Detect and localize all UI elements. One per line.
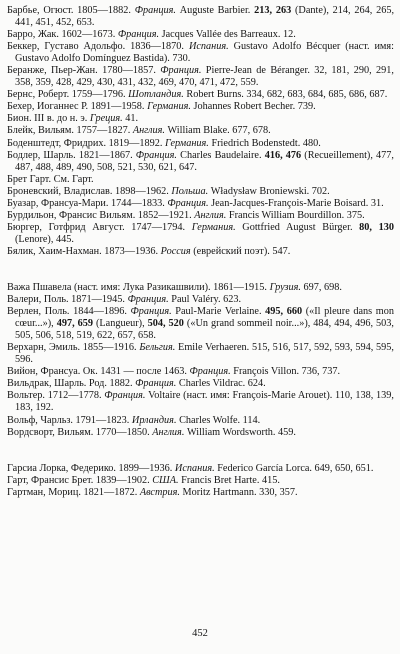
entry-text: Gottfried August Bürger. xyxy=(235,221,360,233)
entry-country: Франция. xyxy=(117,29,160,41)
index-entry xyxy=(7,282,394,294)
entry-country: США. xyxy=(152,474,179,486)
index-entry xyxy=(7,41,394,65)
entry-text: Бодлер, Шарль. 1821—1867. xyxy=(7,149,136,161)
entry-pages-bold: 80, 130 xyxy=(359,221,394,233)
entry-text: Боденштедт, Фридрих. 1819—1892. xyxy=(7,137,165,149)
entry-country: Франция. xyxy=(135,149,177,161)
entry-text: Friedrich Bodenstedt. 480. xyxy=(208,137,321,149)
entry-text: Charles Vildrac. 624. xyxy=(176,378,266,390)
entry-text: Гарт, Франсис Брет. 1839—1902. xyxy=(7,474,153,486)
entry-text: Voltaire (наст. имя: François-Marie Arouet). 110, 138, 139, 183, 192. xyxy=(15,390,394,414)
entry-pages-bold: 495, 660 xyxy=(265,306,303,318)
index-entry xyxy=(7,366,394,378)
author-index xyxy=(7,5,394,499)
entry-text: François Villon. 736, 737. xyxy=(230,366,341,378)
entry-text: Вильдрак, Шарль. Род. 1882. xyxy=(7,378,136,390)
entry-text: Вольф, Чарльз. 1791—1823. xyxy=(7,414,132,426)
entry-text: William Blake. 677, 678. xyxy=(164,125,271,137)
entry-text: 41. xyxy=(122,113,139,125)
index-entry xyxy=(7,113,394,125)
entry-pages-bold: 416, 476 xyxy=(264,149,302,161)
entry-text: Francis William Bourdillon. 375. xyxy=(226,209,365,221)
entry-text: Важа Пшавела (наст. имя: Лука Разикашвили). 1861—1915. xyxy=(7,281,270,293)
entry-text: Federico García Lorca. 649, 650, 651. xyxy=(214,462,374,474)
entry-pages-bold: 497, 659 xyxy=(56,318,93,330)
entry-text: Francis Bret Harte. 415. xyxy=(178,474,280,486)
entry-country: Франция. xyxy=(135,378,177,390)
entry-country: Ирландия. xyxy=(131,414,177,426)
entry-text: Верлен, Поль. 1844—1896. xyxy=(7,306,131,318)
entry-pages-bold: 504, 520 xyxy=(147,318,184,330)
entry-text: Буазар, Франсуа-Мари. 1744—1833. xyxy=(7,197,168,209)
entry-text: Auguste Barbier. xyxy=(175,5,255,16)
entry-text: Moritz Hartmann. 330, 357. xyxy=(179,486,298,498)
entry-text: Вордсворт, Вильям. 1770—1850. xyxy=(7,426,153,438)
entry-text: Брет Гарт. См. Гарт. xyxy=(7,173,94,185)
index-entry xyxy=(7,475,394,487)
entry-text: (еврейский поэт). 547. xyxy=(190,245,291,257)
entry-country: Англия. xyxy=(132,125,165,137)
entry-country: Польша. xyxy=(171,185,209,197)
entry-text: Гартман, Мориц. 1821—1872. xyxy=(7,486,140,498)
index-entry xyxy=(7,150,394,174)
entry-country: Германия. xyxy=(164,137,209,149)
index-entry xyxy=(7,342,394,366)
entry-country: Испания. xyxy=(188,41,229,53)
index-entry xyxy=(7,89,394,101)
index-entry xyxy=(7,174,394,186)
entry-text: (Lenore), 445. xyxy=(15,233,74,245)
index-entry xyxy=(7,5,394,29)
index-entry xyxy=(7,378,394,390)
entry-text: William Wordsworth. 459. xyxy=(184,426,296,438)
entry-country: Шотландия. xyxy=(128,89,184,101)
index-entry xyxy=(7,294,394,306)
entry-text: Блейк, Вильям. 1757—1827. xyxy=(7,125,133,137)
entry-text: Бион. III в. до н. э. xyxy=(7,113,90,125)
entry-text: (Dante), 214, 264, 265, 441, 451, 452, 653. xyxy=(15,5,395,29)
entry-text: Верхарн, Эмиль. 1855—1916. xyxy=(7,342,140,354)
index-entry xyxy=(7,415,394,427)
entry-text: Władysław Broniewski. 702. xyxy=(208,185,330,197)
index-entry xyxy=(7,246,394,258)
entry-text: 697, 698. xyxy=(300,281,342,293)
entry-country: Франция. xyxy=(130,306,172,318)
index-entry xyxy=(7,427,394,439)
entry-text: Вийон, Франсуа. Ок. 1431 — после 1463. xyxy=(7,366,190,378)
entry-text: Беранже, Пьер-Жан. 1780—1857. xyxy=(7,65,161,77)
entry-country: Франция. xyxy=(127,294,169,306)
entry-country: Англия. xyxy=(152,426,185,438)
entry-text: Валери, Поль. 1871—1945. xyxy=(7,294,128,306)
entry-text: Emile Verhaeren. 515, 516, 517, 592, 593, 594, 595, 596. xyxy=(15,342,394,366)
index-entry xyxy=(7,186,394,198)
letter-group xyxy=(7,282,394,439)
entry-text: Бурдильон, Франсис Вильям. 1852—1921. xyxy=(7,209,195,221)
entry-text: Johannes Robert Becher. 739. xyxy=(190,101,316,113)
entry-country: Франция. xyxy=(160,65,202,77)
entry-country: Бельгия. xyxy=(139,342,176,354)
index-entry xyxy=(7,29,394,41)
entry-text: Robert Burns. 334, 682, 683, 684, 685, 686, 687. xyxy=(183,89,388,101)
letter-gap xyxy=(7,258,394,282)
entry-text: Gustavo Adolfo Bécquer (наст. имя: Gustavo Adolfo Domínguez Bastida). 730. xyxy=(15,41,394,65)
entry-text: Барбье, Огюст. 1805—1882. xyxy=(7,5,135,16)
index-entry xyxy=(7,463,394,475)
index-entry xyxy=(7,222,394,246)
entry-text: Charles Wolfe. 114. xyxy=(176,414,261,426)
entry-country: Франция. xyxy=(134,5,176,16)
index-entry xyxy=(7,210,394,222)
letter-group xyxy=(7,5,394,258)
index-entry xyxy=(7,390,394,414)
entry-country: Германия. xyxy=(147,101,191,113)
entry-text: («Un grand sommeil noir...»), 484, 494, 496, 503, 505, 506, 518, 519, 622, 657, 658. xyxy=(15,318,394,342)
entry-country: Франция. xyxy=(167,197,209,209)
entry-text: Бернс, Роберт. 1759—1796. xyxy=(7,89,129,101)
entry-country: Австрия. xyxy=(139,486,180,498)
entry-text: («Il pleure dans mon cœur...»), xyxy=(15,306,395,330)
entry-text: Paul Valéry. 623. xyxy=(168,294,242,306)
entry-text: Pierre-Jean de Béranger. 32, 181, 290, 291, 358, 359, 428, 429, 430, 431, 432, 469, 470, 471, 472, 559. xyxy=(15,65,394,89)
entry-country: Греция. xyxy=(89,113,123,125)
entry-text: (Recueillement), 477, 487, 488, 489, 490, 508, 521, 530, 621, 647. xyxy=(15,149,394,173)
index-entry xyxy=(7,101,394,113)
index-entry xyxy=(7,306,394,342)
entry-country: Германия. xyxy=(191,221,236,233)
entry-country: Грузия. xyxy=(269,281,301,293)
entry-text: Jean-Jacques-François-Marie Boisard. 31. xyxy=(208,197,384,209)
entry-text: Вольтер. 1712—1778. xyxy=(7,390,105,402)
entry-text: Бялик, Хаим-Нахман. 1873—1936. xyxy=(7,245,161,257)
entry-text: Charles Baudelaire. xyxy=(176,149,265,161)
index-entry xyxy=(7,198,394,210)
page-number: 452 xyxy=(192,628,208,639)
entry-text: Броневский, Владислав. 1898—1962. xyxy=(7,185,172,197)
index-entry xyxy=(7,65,394,89)
entry-country: Россия xyxy=(160,245,191,257)
letter-group xyxy=(7,463,394,499)
entry-pages-bold: 213, 263 xyxy=(254,5,292,16)
index-entry xyxy=(7,138,394,150)
entry-country: Англия. xyxy=(194,209,227,221)
entry-text: Беккер, Густаво Адольфо. 1836—1870. xyxy=(7,41,189,53)
index-entry xyxy=(7,125,394,137)
entry-text: Гарсиа Лорка, Федерико. 1899—1936. xyxy=(7,462,175,474)
entry-text: Jacques Vallée des Barreaux. 12. xyxy=(159,29,296,41)
entry-text: (Langueur), xyxy=(93,318,148,330)
entry-text: Бехер, Иоганнес Р. 1891—1958. xyxy=(7,101,148,113)
entry-text: Бюргер, Готфрид Август. 1747—1794. xyxy=(7,221,192,233)
entry-text: Paul-Marie Verlaine. xyxy=(171,306,266,318)
entry-country: Франция. xyxy=(104,390,146,402)
entry-text: Барро, Жак. 1602—1673. xyxy=(7,29,118,41)
index-entry xyxy=(7,487,394,499)
letter-gap xyxy=(7,439,394,463)
entry-country: Испания. xyxy=(174,462,215,474)
entry-country: Франция. xyxy=(189,366,231,378)
